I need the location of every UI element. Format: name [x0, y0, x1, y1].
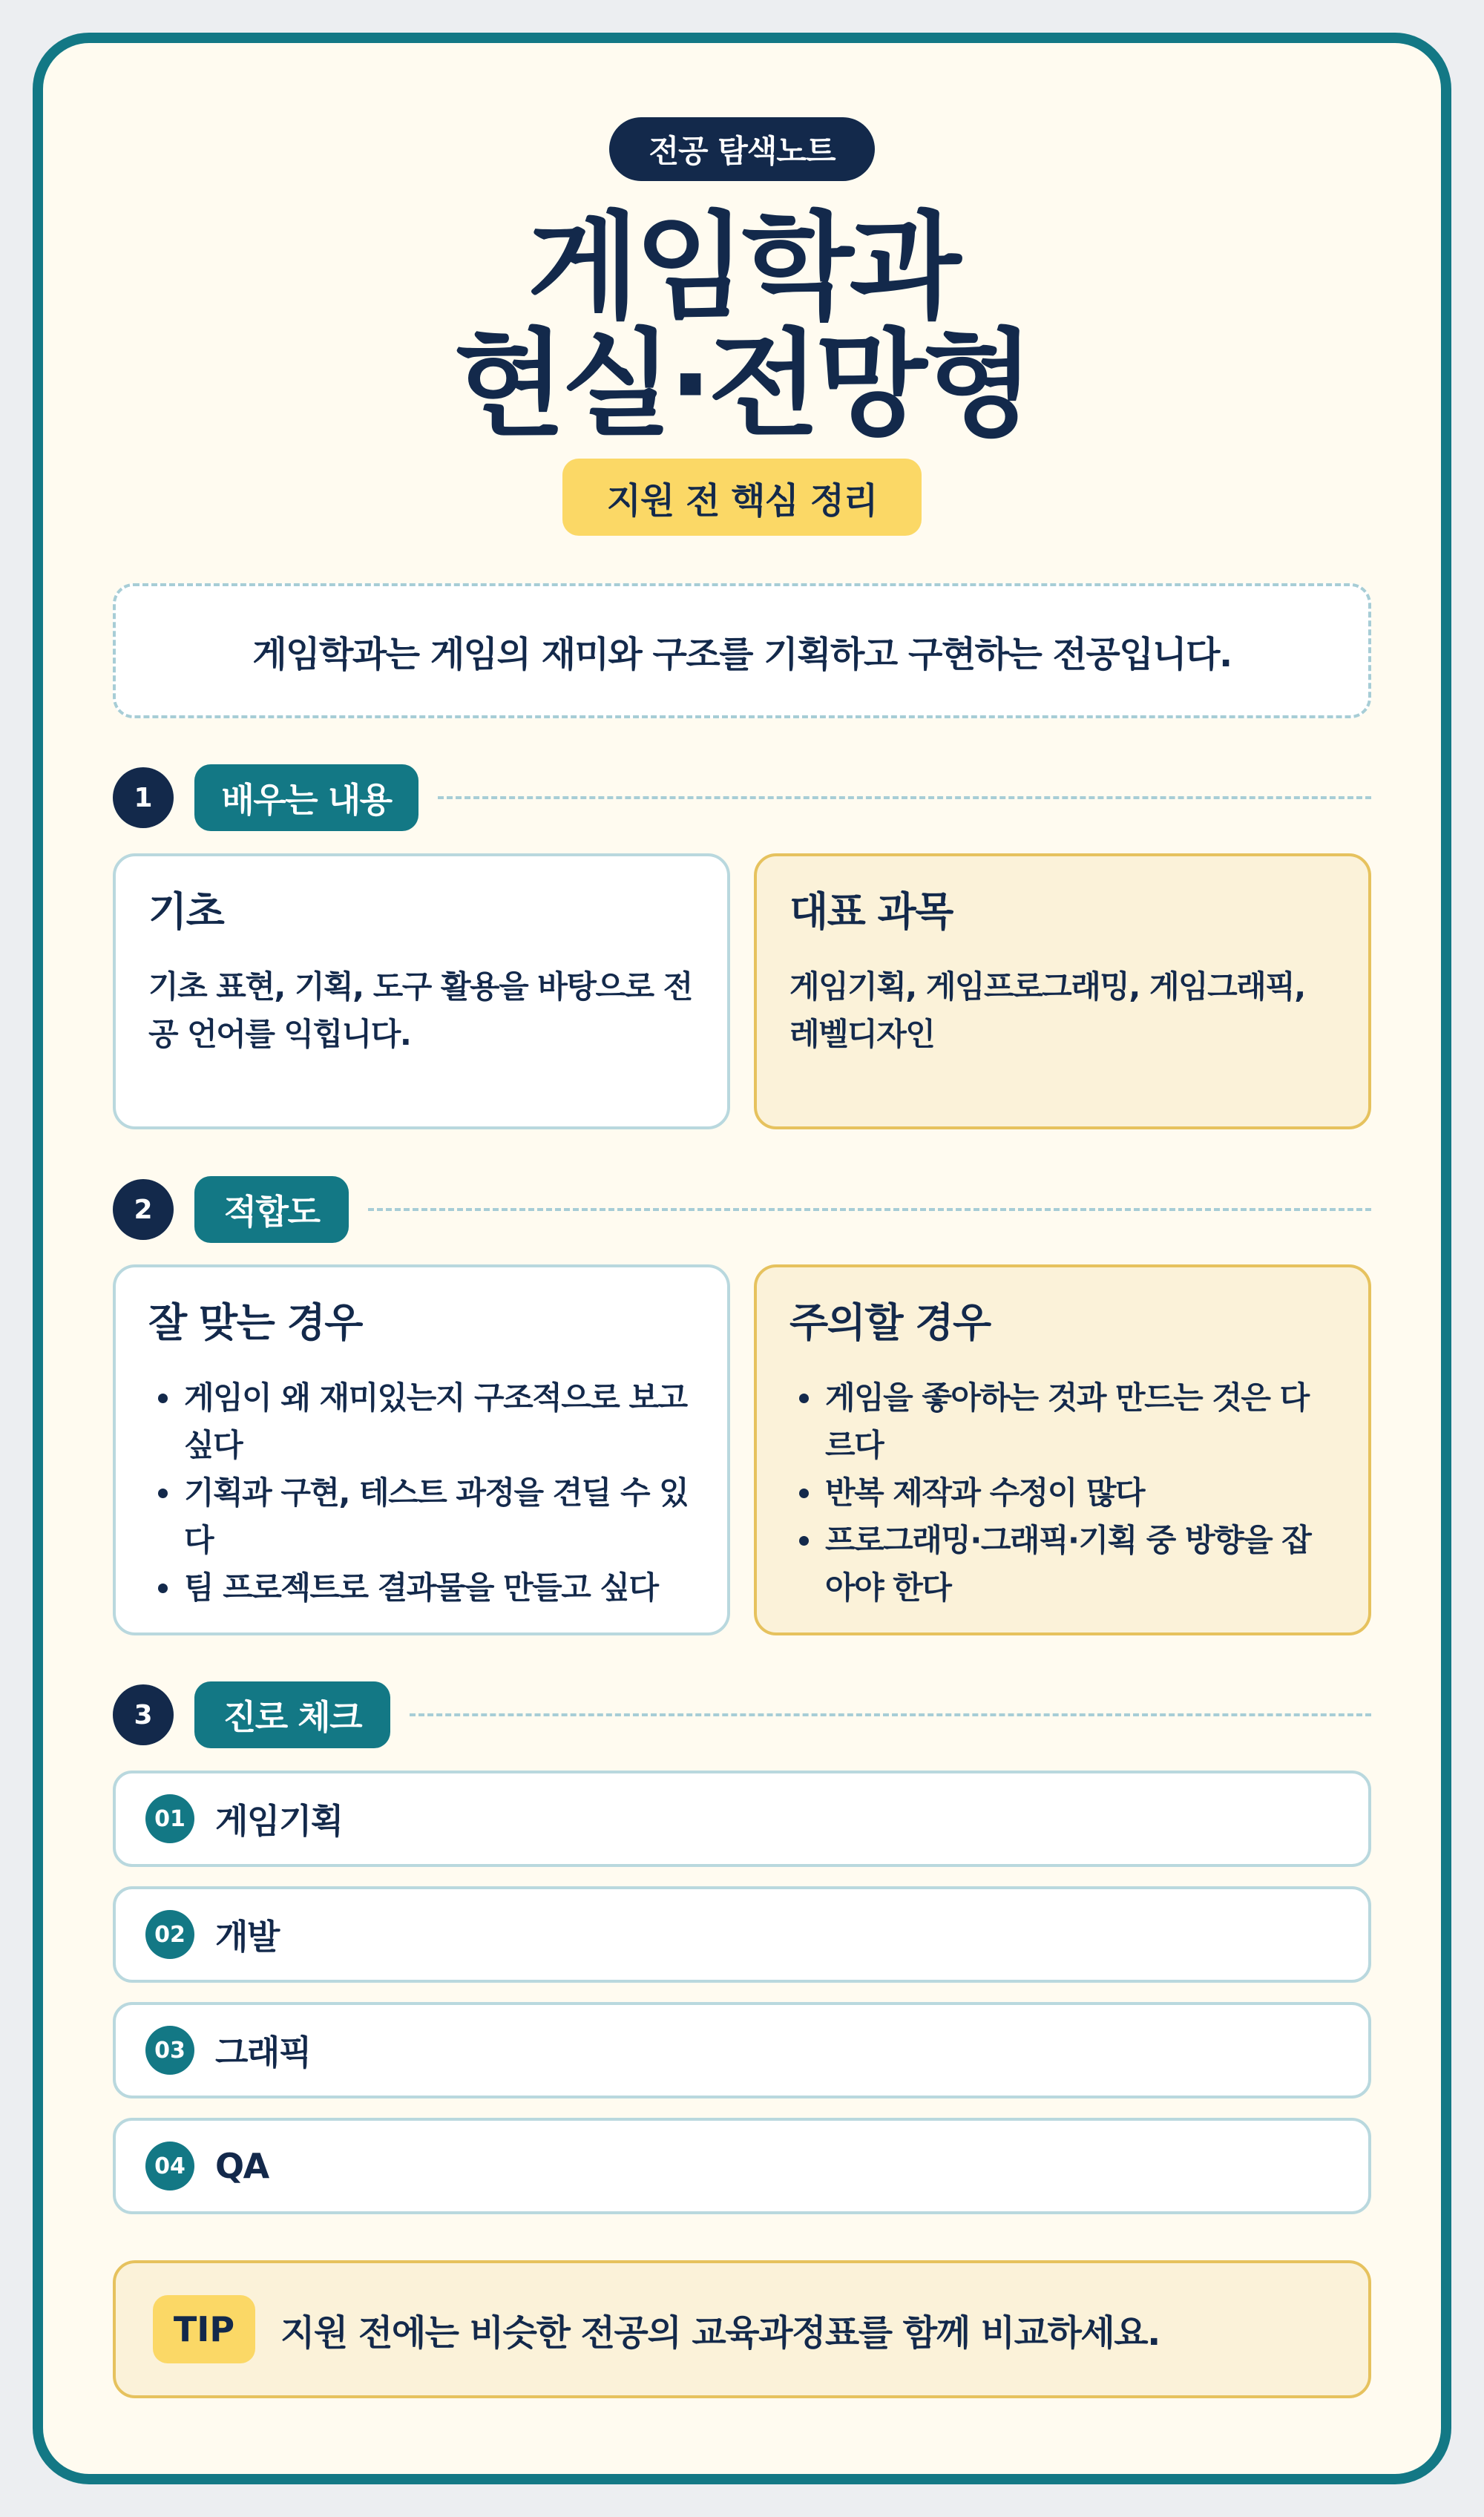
career-number: 03	[145, 2026, 194, 2075]
career-number: 04	[145, 2142, 194, 2191]
tip-text: 지원 전에는 비슷한 전공의 교육과정표를 함께 비교하세요.	[280, 2311, 1160, 2354]
subtitle-badge: 지원 전 핵심 정리	[562, 459, 922, 536]
intro-text: 게임학과는 게임의 재미와 구조를 기획하고 구현하는 전공입니다.	[252, 633, 1232, 675]
list-item: • 기획과 구현, 테스트 과정을 견딜 수 있다	[183, 1469, 695, 1564]
caution-list	[789, 1374, 1336, 1612]
career-label: 개발	[215, 1917, 279, 1957]
caution-box	[754, 1264, 1371, 1635]
list-item: • 게임을 좋아하는 것과 만드는 것은 다르다	[824, 1374, 1336, 1469]
basics-text: 기초 표현, 기획, 도구 활용을 바탕으로 전공 언어를 익힙니다.	[148, 968, 692, 1053]
career-label: QA	[215, 2146, 269, 2186]
career-number: 01	[145, 1794, 194, 1843]
courses-box	[754, 853, 1371, 1129]
section-3-label: 진로 체크	[194, 1681, 390, 1748]
header-badge: 전공 탐색노트	[609, 117, 875, 181]
career-item-qa	[113, 2118, 1371, 2214]
good-fit-title: 잘 맞는 경우	[148, 1299, 362, 1346]
section-3-number: 3	[113, 1684, 174, 1745]
list-item: • 프로그래밍·그래픽·기획 중 방향을 잡아야 한다	[824, 1517, 1336, 1612]
tip-badge: TIP	[153, 2295, 255, 2363]
good-fit-list	[148, 1374, 695, 1612]
good-fit-box	[113, 1264, 730, 1635]
career-item-planning	[113, 1771, 1371, 1867]
section-1-label: 배우는 내용	[194, 764, 418, 831]
section-divider	[438, 796, 1371, 799]
career-item-development	[113, 1886, 1371, 1983]
courses-title: 대표 과목	[789, 888, 953, 935]
career-label: 그래픽	[215, 2032, 311, 2073]
section-divider	[410, 1713, 1371, 1716]
section-2-label: 적합도	[194, 1176, 349, 1243]
section-2-number: 2	[113, 1179, 174, 1240]
page-title-line1: 게임학과	[527, 200, 957, 335]
list-item: • 팀 프로젝트로 결과물을 만들고 싶다	[183, 1564, 695, 1612]
intro-box	[113, 583, 1371, 718]
caution-title: 주의할 경우	[789, 1299, 991, 1346]
tip-box	[113, 2260, 1371, 2398]
page-title-line2: 현실·전망형	[453, 317, 1031, 452]
section-divider	[368, 1208, 1371, 1211]
courses-text: 게임기획, 게임프로그래밍, 게임그래픽, 레벨디자인	[789, 968, 1305, 1053]
list-item: • 반복 제작과 수정이 많다	[824, 1469, 1336, 1517]
career-number: 02	[145, 1910, 194, 1959]
career-label: 게임기획	[215, 1801, 343, 1841]
section-1-number: 1	[113, 767, 174, 828]
career-item-graphics	[113, 2002, 1371, 2098]
basics-title: 기초	[148, 888, 224, 935]
list-item: • 게임이 왜 재미있는지 구조적으로 보고 싶다	[183, 1374, 695, 1469]
basics-box	[113, 853, 730, 1129]
